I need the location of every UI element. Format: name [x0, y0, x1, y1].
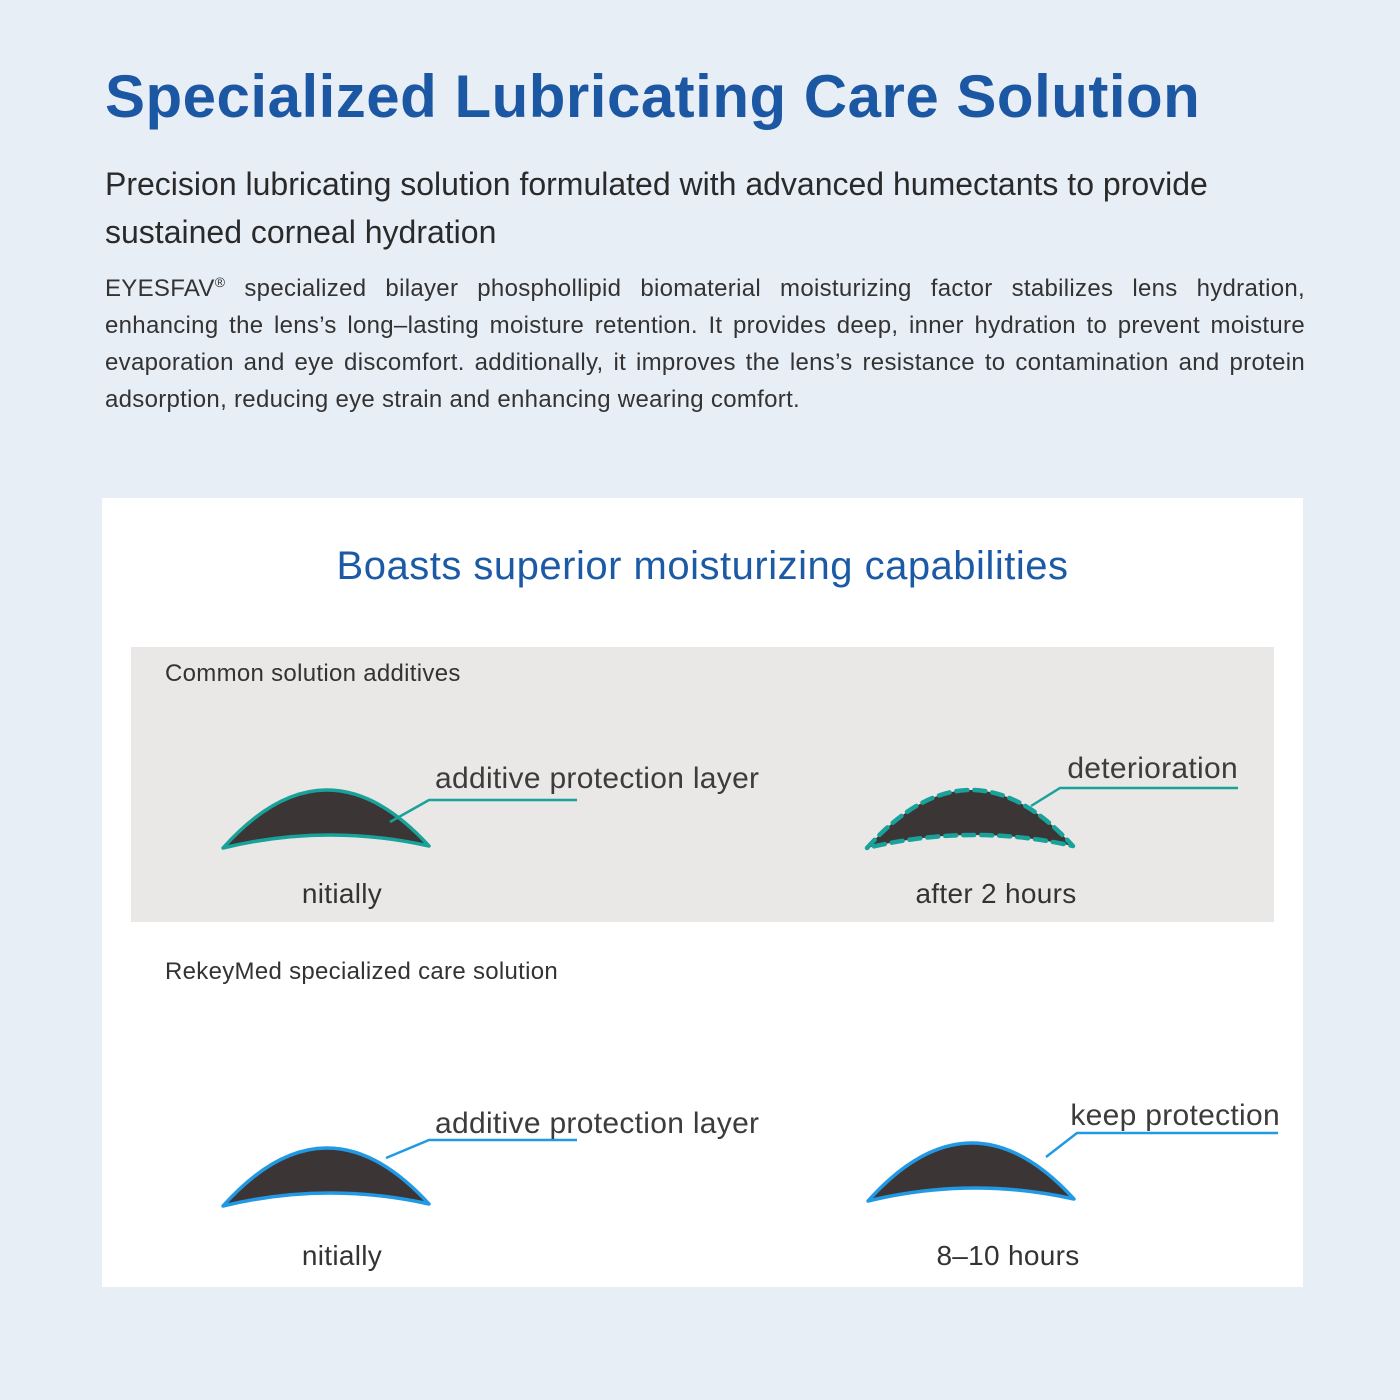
callout-leader-line [1031, 788, 1238, 806]
figure-specialized-8-10-hours [800, 1095, 1300, 1280]
registered-trademark-icon: ® [214, 274, 226, 290]
page-title: Specialized Lubricating Care Solution [105, 63, 1201, 130]
moisturizing-capabilities-card [102, 498, 1303, 1287]
lens-crescent [223, 790, 429, 848]
callout-label: keep protection [1070, 1099, 1280, 1132]
callout-label: deterioration [1067, 752, 1238, 785]
brand-name: EYESFAV [105, 275, 215, 302]
figure-caption: nitially [301, 878, 383, 909]
card-title: Boasts superior moisturizing capabilities [336, 544, 1069, 588]
figure-caption: nitially [301, 1240, 383, 1271]
figure-caption: after 2 hours [915, 878, 1077, 909]
callout-label: additive protection layer [435, 1107, 760, 1140]
callout-leader-line [390, 800, 577, 822]
description-paragraph [105, 264, 1305, 418]
figure-common-initially [150, 745, 800, 920]
lens-crescent [223, 1148, 429, 1206]
description-text: specialized bilayer phosphollipid biomaterial moisturizing factor stabilizes lens hydration, enhancing the lens’s long–lasting moisture retention. It provides deep, inner hydration to prevent moisture evaporation and eye discomfort. additionally, it improves the lens’s resistance to contamination and protein adsorption, reducing eye strain and enhancing wearing comfort. [105, 275, 1305, 413]
figure-specialized-initially [150, 1095, 800, 1280]
specialized-solution-label: RekeyMed specialized care solution [165, 958, 559, 985]
common-additives-label: Common solution additives [165, 660, 461, 687]
callout-leader-line [1046, 1133, 1278, 1157]
lens-crescent [868, 1143, 1074, 1201]
figure-common-after-2-hours [800, 745, 1300, 920]
page-subtitle: Precision lubricating solution formulated with advanced humectants to provide sustained corneal hydration [105, 166, 1208, 250]
figure-caption: 8–10 hours [936, 1240, 1080, 1271]
callout-leader-line [386, 1140, 577, 1158]
callout-label: additive protection layer [435, 762, 760, 795]
